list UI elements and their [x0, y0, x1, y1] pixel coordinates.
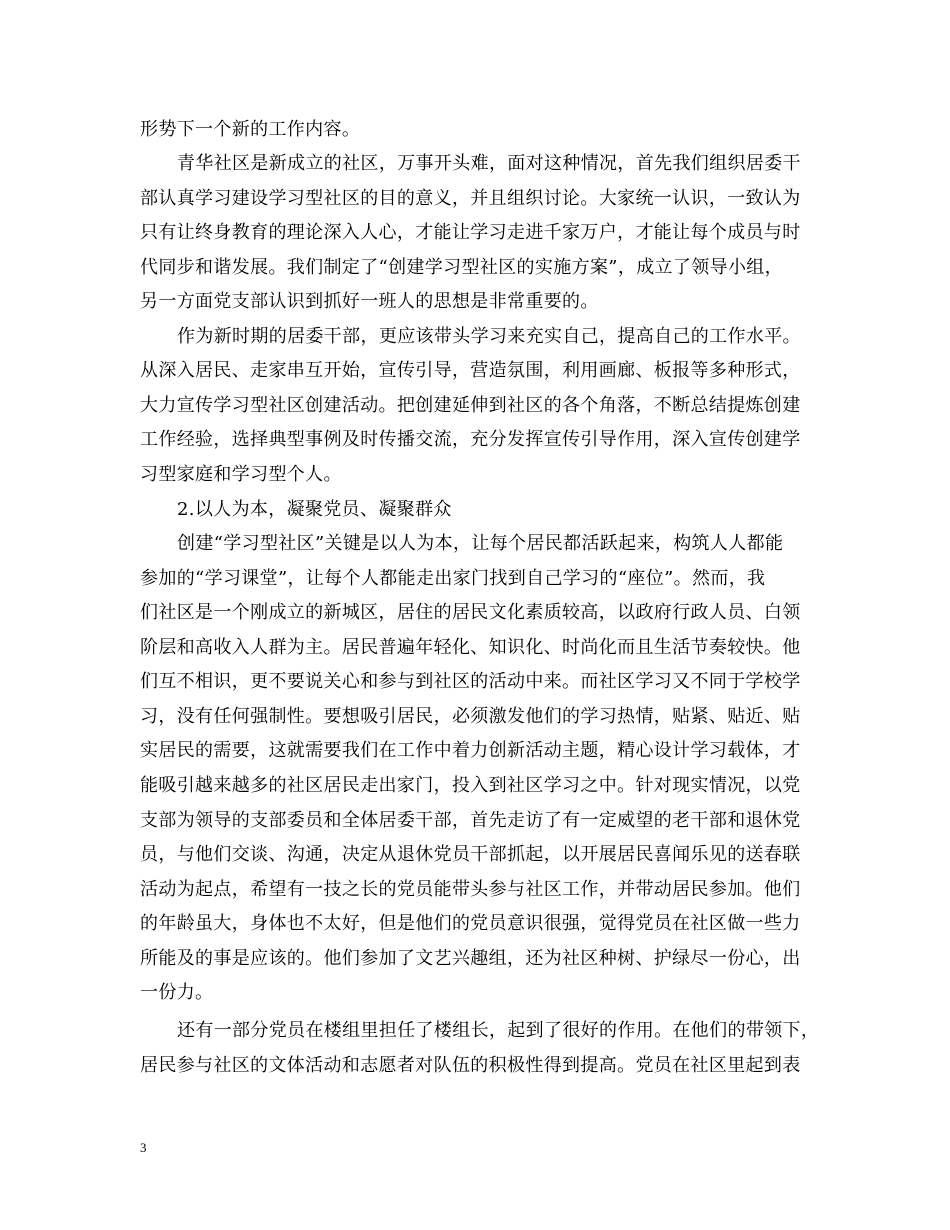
text-line: 所能及的事是应该的。他们参加了文艺兴趣组，还为社区种树、护绿尽一份心，出: [140, 948, 801, 969]
text-line: 形势下一个新的工作内容。: [140, 119, 361, 140]
paragraph-start-line: 创建“学习型社区”关键是以人为本，让每个居民都活跃起来，构筑人人都能: [177, 533, 784, 554]
paragraph-start-line: 作为新时期的居委干部，更应该带头学习来充实自己，提高自己的工作水平。: [177, 326, 801, 347]
paragraph-start-line: 还有一部分党员在楼组里担任了楼组长，起到了很好的作用。在他们的带领下，: [177, 1020, 820, 1041]
text-line: 另一方面党支部认识到抓好一班人的思想是非常重要的。: [140, 291, 599, 312]
text-line: 习，没有任何强制性。要想吸引居民，必须激发他们的学习热情，贴紧、贴近、贴: [140, 706, 801, 727]
text-line: 部认真学习建设学习型社区的目的意义，并且组织讨论。大家统一认识，一致认为: [140, 188, 801, 209]
paragraph-start-line: 青华社区是新成立的社区，万事开头难，面对这种情况，首先我们组织居委干: [177, 153, 801, 174]
text-line: 工作经验，选择典型事例及时传播交流，充分发挥宣传引导作用，深入宣传创建学: [140, 429, 801, 450]
text-line: 的年龄虽大，身体也不太好，但是他们的党员意识很强，觉得党员在社区做一些力: [140, 913, 801, 934]
text-line: 代同步和谐发展。我们制定了“创建学习型社区的实施方案”，成立了领导小组，: [140, 257, 784, 278]
text-line: 一份力。: [140, 982, 214, 1003]
text-line: 习型家庭和学习型个人。: [140, 464, 342, 485]
text-line: 们互不相识，更不要说关心和参与到社区的活动中来。而社区学习又不同于学校学: [140, 671, 801, 692]
text-line: 员，与他们交谈、沟通，决定从退休党员干部抓起，以开展居民喜闻乐见的送春联: [140, 844, 801, 865]
text-line: 能吸引越来越多的社区居民走出家门，投入到社区学习之中。针对现实情况，以党: [140, 775, 801, 796]
text-line: 大力宣传学习型社区创建活动。把创建延伸到社区的各个角落，不断总结提炼创建: [140, 395, 801, 416]
section-heading: 2.以人为本，凝聚党员、凝聚群众: [177, 499, 452, 520]
text-line: 实居民的需要，这就需要我们在工作中着力创新活动主题，精心设计学习载体，才: [140, 740, 801, 761]
text-line: 活动为起点，希望有一技之长的党员能带头参与社区工作，并带动居民参加。他们: [140, 879, 801, 900]
text-line: 阶层和高收入人群为主。居民普遍年轻化、知识化、时尚化而且生活节奏较快。他: [140, 637, 801, 658]
text-line: 只有让终身教育的理论深入人心，才能让学习走进千家万户，才能让每个成员与时: [140, 222, 801, 243]
text-line: 从深入居民、走家串互开始，宣传引导，营造氛围，利用画廊、板报等多种形式，: [140, 360, 801, 381]
page-number: 3: [140, 1140, 147, 1155]
text-line: 们社区是一个刚成立的新城区，居住的居民文化素质较高，以政府行政人员、白领: [140, 602, 801, 623]
text-line: 支部为领导的支部委员和全体居委干部，首先走访了有一定威望的老干部和退休党: [140, 810, 801, 831]
text-line: 参加的“学习课堂”，让每个人都能走出家门找到自己学习的“座位”。然而，我: [140, 568, 766, 589]
text-line: 居民参与社区的文体活动和志愿者对队伍的积极性得到提高。党员在社区里起到表: [140, 1055, 801, 1076]
